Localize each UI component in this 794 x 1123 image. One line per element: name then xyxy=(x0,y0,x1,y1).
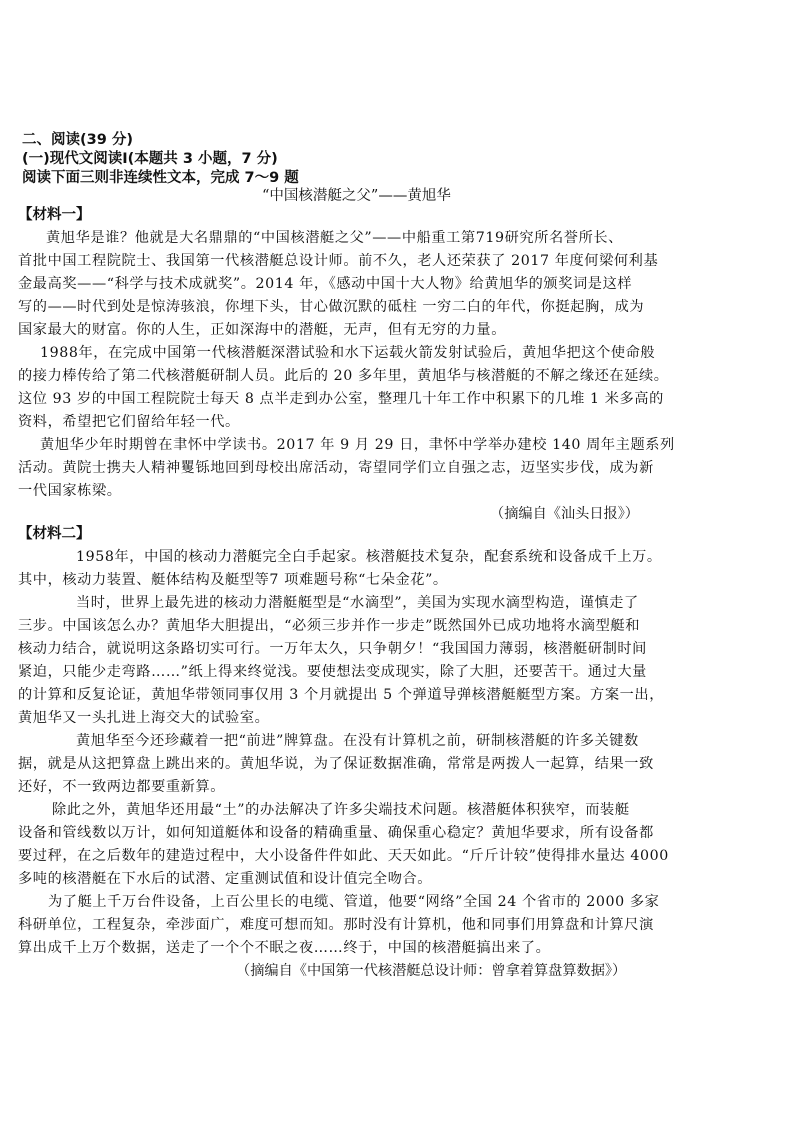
material-one-line: 国家最大的财富。你的人生，正如深海中的潜艇，无声，但有无穷的力量。 xyxy=(18,322,506,338)
material-one-line: 一代国家栋梁。 xyxy=(18,483,122,499)
material-two-line: 要过秤，在之后数年的建造过程中，大小设备件件如此、天天如此。“斤斤计较”使得排水量达 4000 xyxy=(18,848,669,864)
material-one-line: 黄旭华少年时期曾在聿怀中学读书。2017 年 9 月 29 日，聿怀中学举办建校 140 周年主题系列 xyxy=(40,437,675,453)
material-one-line: 活动。黄院士携夫人精神矍铄地回到母校出席活动，寄望同学们立自强之志，迈坚实步伐，成为新 xyxy=(18,460,654,476)
material-one-line: 首批中国工程院院士、我国第一代核潜艇总设计师。前不久，老人还荣获了 2017 年度何梁何利基 xyxy=(18,253,659,269)
material-two-source: （摘编自《中国第一代核潜艇总设计师：曾拿着算盘算数据》） xyxy=(236,963,627,979)
material-one-line: 写的——时代到处是惊涛骇浪，你埋下头，甘心做沉默的砥柱 一穷二白的年代，你挺起胸，成为 xyxy=(18,299,645,315)
material-two-line: 黄旭华至今还珍藏着一把“前进”牌算盘。在没有计算机之前，研制核潜艇的许多关键数 xyxy=(76,733,639,749)
material-one-line: 金最高奖——“科学与技术成就奖”。2014 年，《感动中国十大人物》给黄旭华的颁奖词是这样 xyxy=(18,276,633,292)
material-two-line: 多吨的核潜艇在下水后的试潜、定重测试值和设计值完全吻合。 xyxy=(18,871,433,887)
material-two-line: 还好，不一致两边都要重新算。 xyxy=(18,779,226,795)
material-one-line: 这位 93 岁的中国工程院院士每天 8 点半走到办公室，整理几十年工作中积累下的几堆 1 米多高的 xyxy=(18,391,664,407)
material-two-line: 紧迫，只能少走弯路……”纸上得来终觉浅。要使想法变成现实，除了大胆，还要苦干。通过大量 xyxy=(18,664,647,680)
material-two-line: 的计算和反复论证，黄旭华带领同事仅用 3 个月就提出 5 个弹道导弹核潜艇艇型方案。方案一出， xyxy=(18,687,664,703)
material-one-label: 【材料一】 xyxy=(18,207,91,223)
material-one-source: （摘编自《汕头日报》） xyxy=(490,506,639,522)
material-two-label: 【材料二】 xyxy=(18,526,91,542)
article-title: “中国核潜艇之父”——黄旭华 xyxy=(262,188,451,204)
material-two-line: 当时，世界上最先进的核动力潜艇艇型是“水滴型”，美国为实现水滴型构造，谨慎走了 xyxy=(76,595,639,611)
material-two-line: 核动力结合，就说明这条路切实可行。一万年太久，只争朝夕！“我国国力薄弱，核潜艇研制时间 xyxy=(18,641,647,657)
subsection-heading: (一)现代文阅读Ⅰ(本题共 3 小题，7 分) xyxy=(22,151,278,167)
reading-instruction: 阅读下面三则非连续性文本，完成 7～9 题 xyxy=(22,170,299,186)
material-two-line: 设备和管线数以万计，如何知道艇体和设备的精确重量、确保重心稳定？黄旭华要求，所有设备都 xyxy=(18,825,654,841)
material-two-line: 科研单位，工程复杂，牵涉面广，难度可想而知。那时没有计算机，他和同事们用算盘和计算尺演 xyxy=(18,917,654,933)
material-two-line: 据，就是从这把算盘上跳出来的。黄旭华说，为了保证数据准确，常常是两拨人一起算，结果一致 xyxy=(18,756,654,772)
material-one-line: 资料，希望把它们留给年轻一代。 xyxy=(18,414,240,430)
material-two-line: 为了艇上千万台件设备，上百公里长的电缆、管道，他要“网络”全国 24 个省市的 2000 多家 xyxy=(48,894,660,910)
material-two-line: 算出成千上万个数据，送走了一个个不眠之夜……终于，中国的核潜艇搞出来了。 xyxy=(18,940,551,956)
material-one-line: 的接力棒传给了第二代核潜艇研制人员。此后的 20 多年里，黄旭华与核潜艇的不解之缘还在延续。 xyxy=(18,368,669,384)
material-two-line: 三步。中国该怎么办？黄旭华大胆提出，“必须三步并作一步走”既然国外已成功地将水滴型艇和 xyxy=(18,618,640,634)
section-heading: 二、阅读(39 分) xyxy=(22,132,133,148)
material-two-line: 其中，核动力装置、艇体结构及艇型等7 项难题号称“七朵金花”。 xyxy=(18,572,448,588)
material-one-line: 1988年，在完成中国第一代核潜艇深潜试验和水下运载火箭发射试验后，黄旭华把这个使命般 xyxy=(40,345,656,361)
material-two-line: 1958年，中国的核动力潜艇完全白手起家。核潜艇技术复杂，配套系统和设备成千上万。 xyxy=(76,549,662,565)
material-two-line: 黄旭华又一头扎进上海交大的试验室。 xyxy=(18,710,270,726)
material-two-line: 除此之外，黄旭华还用最“土”的办法解决了许多尖端技术问题。核潜艇体积狭窄，而装艇 xyxy=(52,802,630,818)
material-one-line: 黄旭华是谁？他就是大名鼎鼎的“中国核潜艇之父”——中船重工第719研究所名誉所长、 xyxy=(46,230,623,246)
